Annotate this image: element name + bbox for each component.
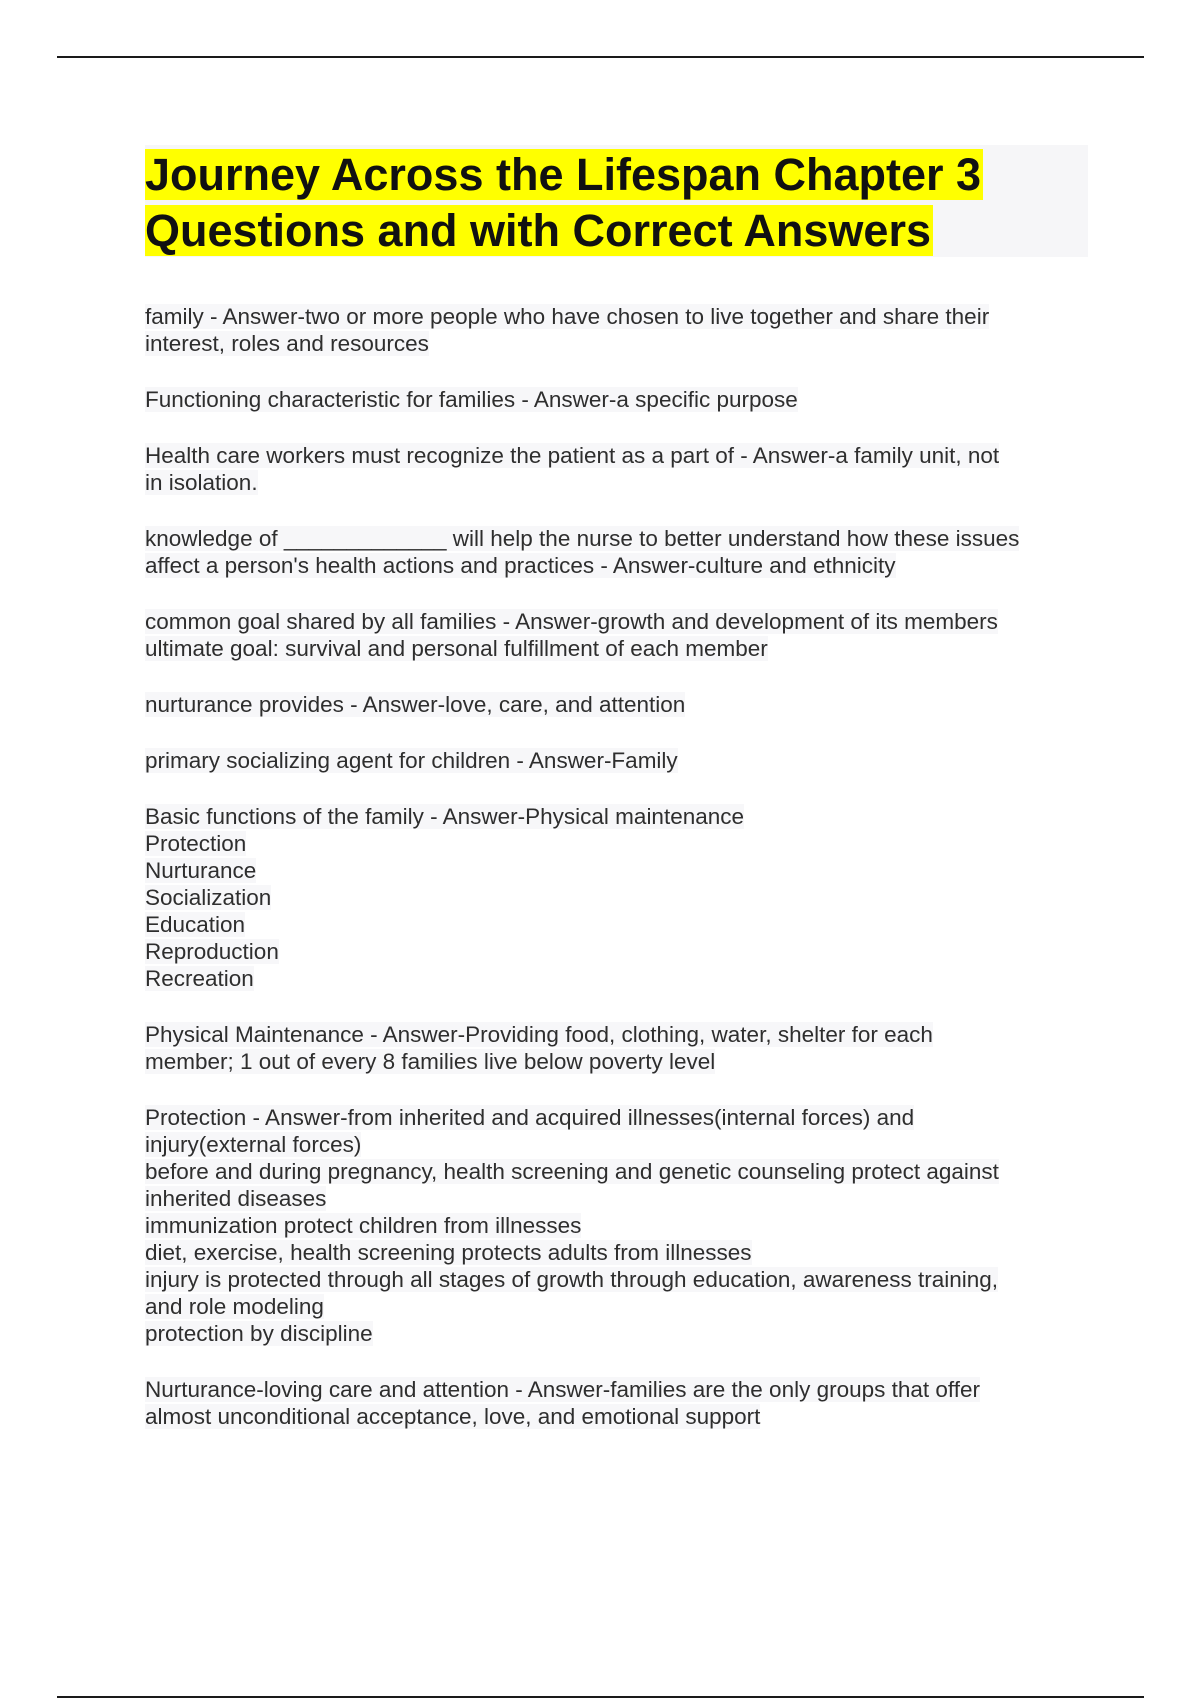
qa-entry-text: ultimate goal: survival and personal fulfillment of each member bbox=[145, 636, 768, 661]
qa-entry-text: Protection bbox=[145, 831, 247, 856]
qa-entry-text: Health care workers must recognize the patient as a part of - Answer-a family unit, not bbox=[145, 443, 1000, 468]
qa-entry-line bbox=[145, 552, 1080, 579]
qa-entry-text: Basic functions of the family - Answer-Physical maintenance bbox=[145, 804, 745, 829]
qa-list bbox=[145, 303, 1080, 1459]
bottom-rule bbox=[57, 1696, 1144, 1698]
qa-entry-line bbox=[145, 1239, 1080, 1266]
qa-entry-text: interest, roles and resources bbox=[145, 331, 429, 356]
qa-entry-text: Reproduction bbox=[145, 939, 279, 964]
qa-entry-line bbox=[145, 1021, 1080, 1048]
qa-entry-text: nurturance provides - Answer-love, care, and attention bbox=[145, 692, 686, 717]
qa-entry-line bbox=[145, 1293, 1080, 1320]
qa-entry-line bbox=[145, 469, 1080, 496]
qa-entry bbox=[145, 608, 1080, 662]
qa-entry-line bbox=[145, 965, 1080, 992]
qa-entry-text: diet, exercise, health screening protects adults from illnesses bbox=[145, 1240, 752, 1265]
qa-entry-text: member; 1 out of every 8 families live below poverty level bbox=[145, 1049, 716, 1074]
qa-entry-line bbox=[145, 386, 1080, 413]
qa-entry bbox=[145, 803, 1080, 992]
qa-entry-text: Recreation bbox=[145, 966, 254, 991]
qa-entry-line bbox=[145, 525, 1080, 552]
qa-entry-line bbox=[145, 330, 1080, 357]
qa-entry bbox=[145, 386, 1080, 413]
qa-entry-text: immunization protect children from illnesses bbox=[145, 1213, 582, 1238]
qa-entry-text: Nurturance bbox=[145, 858, 257, 883]
qa-entry-line bbox=[145, 691, 1080, 718]
qa-entry-line bbox=[145, 1048, 1080, 1075]
top-rule bbox=[57, 56, 1144, 58]
qa-entry-text: inherited diseases bbox=[145, 1186, 327, 1211]
qa-entry-text: affect a person's health actions and practices - Answer-culture and ethnicity bbox=[145, 553, 896, 578]
qa-entry-text: almost unconditional acceptance, love, and emotional support bbox=[145, 1404, 761, 1429]
qa-entry bbox=[145, 442, 1080, 496]
qa-entry-text: protection by discipline bbox=[145, 1321, 373, 1346]
qa-entry-text: in isolation. bbox=[145, 470, 258, 495]
qa-entry-line bbox=[145, 608, 1080, 635]
qa-entry bbox=[145, 691, 1080, 718]
qa-entry-text: Physical Maintenance - Answer-Providing food, clothing, water, shelter for each bbox=[145, 1022, 933, 1047]
qa-entry-line bbox=[145, 1320, 1080, 1347]
qa-entry bbox=[145, 1021, 1080, 1075]
qa-entry-line bbox=[145, 884, 1080, 911]
qa-entry-line bbox=[145, 857, 1080, 884]
qa-entry-line bbox=[145, 303, 1080, 330]
document-title bbox=[145, 147, 1075, 259]
qa-entry bbox=[145, 1104, 1080, 1347]
qa-entry-line bbox=[145, 911, 1080, 938]
qa-entry-text: injury is protected through all stages of growth through education, awareness training, bbox=[145, 1267, 999, 1292]
qa-entry-line bbox=[145, 803, 1080, 830]
qa-entry-line bbox=[145, 830, 1080, 857]
qa-entry-line bbox=[145, 938, 1080, 965]
qa-entry-line bbox=[145, 1266, 1080, 1293]
qa-entry-line bbox=[145, 1104, 1080, 1131]
qa-entry-line bbox=[145, 1376, 1080, 1403]
qa-entry-text: primary socializing agent for children - Answer-Family bbox=[145, 748, 678, 773]
qa-entry-line bbox=[145, 635, 1080, 662]
title-line: Journey Across the Lifespan Chapter 3 bbox=[145, 149, 982, 200]
title-line: Questions and with Correct Answers bbox=[145, 205, 931, 256]
qa-entry-line bbox=[145, 747, 1080, 774]
qa-entry-line bbox=[145, 1212, 1080, 1239]
qa-entry bbox=[145, 525, 1080, 579]
qa-entry bbox=[145, 747, 1080, 774]
qa-entry bbox=[145, 1376, 1080, 1430]
qa-entry-text: Protection - Answer-from inherited and acquired illnesses(internal forces) and bbox=[145, 1105, 915, 1130]
qa-entry-text: and role modeling bbox=[145, 1294, 324, 1319]
qa-entry-text: before and during pregnancy, health screening and genetic counseling protect against bbox=[145, 1159, 999, 1184]
qa-entry-text: Education bbox=[145, 912, 246, 937]
qa-entry-text: common goal shared by all families - Answer-growth and development of its members bbox=[145, 609, 998, 634]
qa-entry-text: family - Answer-two or more people who have chosen to live together and share their bbox=[145, 304, 990, 329]
qa-entry-text: injury(external forces) bbox=[145, 1132, 362, 1157]
qa-entry-line bbox=[145, 1185, 1080, 1212]
qa-entry-line bbox=[145, 1131, 1080, 1158]
qa-entry-line bbox=[145, 1403, 1080, 1430]
qa-entry-text: Nurturance-loving care and attention - Answer-families are the only groups that offer bbox=[145, 1377, 981, 1402]
qa-entry bbox=[145, 303, 1080, 357]
qa-entry-line bbox=[145, 442, 1080, 469]
qa-entry-text: Socialization bbox=[145, 885, 272, 910]
qa-entry-text: Functioning characteristic for families - Answer-a specific purpose bbox=[145, 387, 798, 412]
qa-entry-text: knowledge of _____________ will help the nurse to better understand how these issues bbox=[145, 526, 1020, 551]
qa-entry-line bbox=[145, 1158, 1080, 1185]
